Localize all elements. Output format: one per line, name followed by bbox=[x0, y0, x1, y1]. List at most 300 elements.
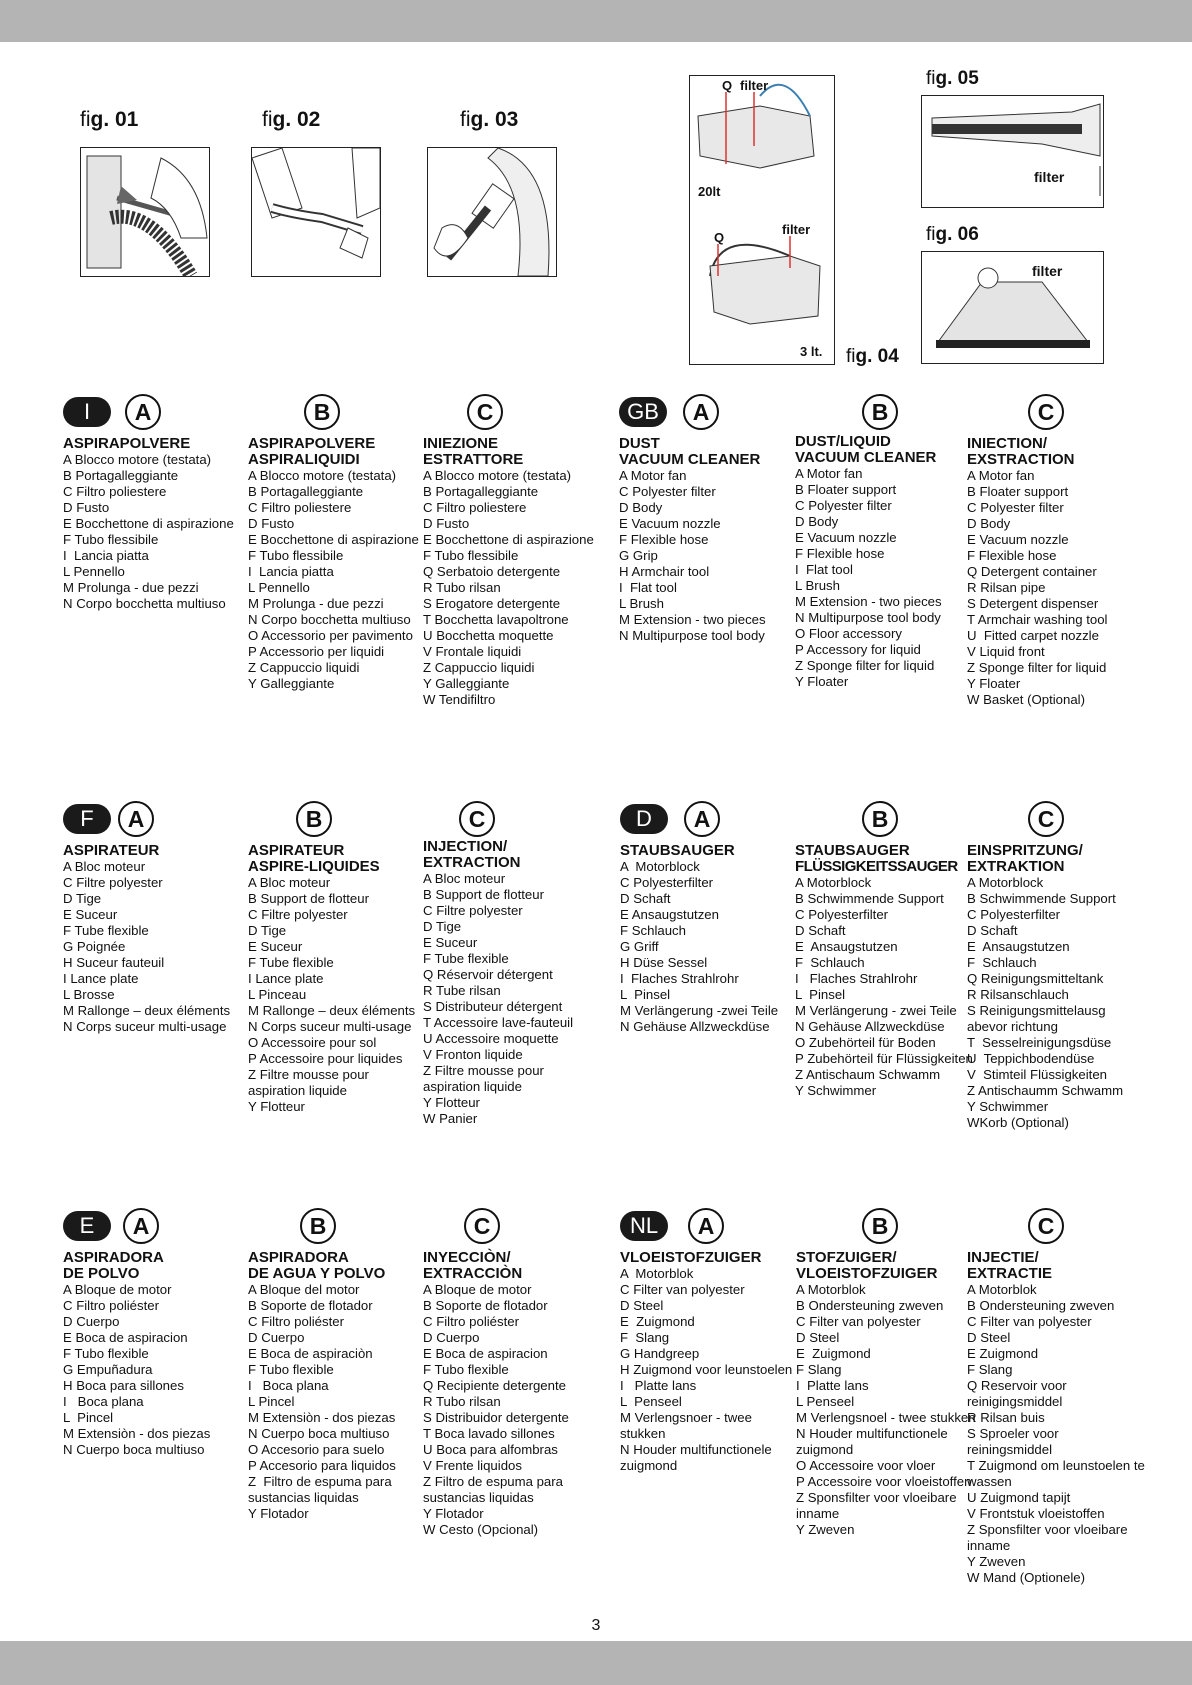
model-circle-a: A bbox=[118, 801, 154, 837]
part-item: H Armchair tool bbox=[619, 564, 710, 579]
part-item: A Blocco motore (testata) bbox=[248, 468, 397, 483]
section-de-a bbox=[620, 801, 800, 1035]
fig-05-label: fig. 05 bbox=[926, 68, 979, 89]
part-item: Z Sponge filter for liquid bbox=[967, 660, 1107, 675]
part-item: T Bocchetta lavapoltrone bbox=[423, 612, 569, 627]
part-item: C Filter van polyester bbox=[967, 1314, 1092, 1329]
part-item: L Brosse bbox=[63, 987, 115, 1002]
part-item: F Tubo flessibile bbox=[248, 548, 344, 563]
part-item: Z Sponge filter for liquid bbox=[795, 658, 935, 673]
parts-list bbox=[248, 468, 428, 692]
part-item: M Verlängerung - zwei Teile bbox=[795, 1003, 957, 1018]
part-item: A Bloque de motor bbox=[63, 1282, 172, 1297]
fig-03-label: fig. 03 bbox=[460, 108, 519, 131]
part-item: B Portagalleggiante bbox=[63, 468, 179, 483]
part-item: B Soporte de flotador bbox=[248, 1298, 373, 1313]
part-item: L Penseel bbox=[796, 1394, 855, 1409]
model-circle-b: B bbox=[304, 394, 340, 430]
bottom-gray-bar bbox=[0, 1641, 1192, 1685]
fig-04-illustration bbox=[689, 75, 835, 365]
part-item: Y Galleggiante bbox=[423, 676, 510, 691]
part-item: P Accessorio per liquidi bbox=[248, 644, 385, 659]
part-item: C Filter van polyester bbox=[796, 1314, 921, 1329]
part-item: A Motorblok bbox=[967, 1282, 1037, 1297]
fig06-filter-callout: filter bbox=[1032, 263, 1063, 279]
part-item: A Blocco motore (testata) bbox=[423, 468, 572, 483]
part-item: E Boca de aspiracion bbox=[423, 1346, 548, 1361]
section-it-a bbox=[63, 394, 243, 612]
fig04-capacity-20lt: 20lt bbox=[698, 184, 721, 199]
part-item: Y Zweven bbox=[967, 1554, 1026, 1569]
part-item: L Pinsel bbox=[795, 987, 846, 1002]
part-item: Z Antischaumm Schwamm bbox=[967, 1083, 1124, 1098]
parts-list bbox=[796, 1282, 976, 1538]
part-item: T Armchair washing tool bbox=[967, 612, 1108, 627]
part-item: S Erogatore detergente bbox=[423, 596, 561, 611]
part-item: F Schlauch bbox=[795, 955, 865, 970]
model-circle-b: B bbox=[300, 1208, 336, 1244]
section-title: ASPIRAPOLVERE bbox=[63, 435, 191, 452]
fig-02-label: fig. 02 bbox=[262, 108, 321, 131]
part-item: A Motorblock bbox=[967, 875, 1044, 890]
part-item: Y Flotteur bbox=[423, 1095, 480, 1110]
part-item: R Tube rilsan bbox=[423, 983, 501, 998]
model-circle-a: A bbox=[683, 394, 719, 430]
part-item: B Ondersteuning zweven bbox=[796, 1298, 944, 1313]
part-item: N Multipurpose tool body bbox=[619, 628, 765, 643]
part-item: T Boca lavado sillones bbox=[423, 1426, 555, 1441]
part-item: C Polyesterfilter bbox=[795, 907, 889, 922]
section-title: ASPIRADORA DE AGUA Y POLVO bbox=[248, 1249, 386, 1282]
part-item: E Zuigmond bbox=[967, 1346, 1039, 1361]
part-item: C Filtro poliéster bbox=[423, 1314, 520, 1329]
part-item: B Schwimmende Support bbox=[967, 891, 1116, 906]
part-item: C Filtro poliestere bbox=[248, 500, 352, 515]
part-item: O Accessoire pour sol bbox=[248, 1035, 377, 1050]
part-item: E Bocchettone di aspirazione bbox=[248, 532, 419, 547]
part-item: G Poignée bbox=[63, 939, 126, 954]
part-item: F Tubo flexible bbox=[63, 1346, 149, 1361]
parts-list bbox=[423, 871, 603, 1127]
parts-list bbox=[248, 1282, 428, 1522]
part-item: U Zuigmond tapijt bbox=[967, 1490, 1071, 1505]
part-item: B Portagalleggiante bbox=[248, 484, 364, 499]
part-item: C Polyester filter bbox=[795, 498, 892, 513]
part-item: A Bloc moteur bbox=[423, 871, 506, 886]
fig05-filter-callout: filter bbox=[1034, 169, 1065, 185]
part-item: M Rallonge – deux éléments bbox=[63, 1003, 231, 1018]
part-item: N Cuerpo boca multiuso bbox=[63, 1442, 205, 1457]
part-item: E Boca de aspiraciòn bbox=[248, 1346, 373, 1361]
part-item: V Frontale liquidi bbox=[423, 644, 522, 659]
part-item: G Griff bbox=[620, 939, 659, 954]
part-item: Z Cappuccio liquidi bbox=[423, 660, 535, 675]
part-item: I Boca plana bbox=[63, 1394, 144, 1409]
fig04-q-top: Q bbox=[722, 78, 733, 93]
part-item: O Accessoire voor vloer bbox=[796, 1458, 936, 1473]
part-item: L Pennello bbox=[63, 564, 125, 579]
part-item: F Tube flexible bbox=[248, 955, 334, 970]
part-item: B Support de flotteur bbox=[248, 891, 369, 906]
part-item: L Brush bbox=[619, 596, 664, 611]
fig04-filter-bottom: filter bbox=[782, 222, 811, 237]
section-fr-c bbox=[423, 801, 603, 1127]
part-item: Q Reservoir voor reinigingsmiddel bbox=[967, 1378, 1071, 1409]
part-item: M Extensiòn - dos piezas bbox=[63, 1426, 211, 1441]
part-item: F Flexible hose bbox=[619, 532, 709, 547]
parts-list bbox=[795, 875, 975, 1099]
part-item: C Polyester filter bbox=[619, 484, 716, 499]
part-item: H Düse Sessel bbox=[620, 955, 708, 970]
part-item: B Ondersteuning zweven bbox=[967, 1298, 1115, 1313]
section-title: INYECCIÒN/ EXTRACCIÒN bbox=[423, 1249, 523, 1282]
part-item: F Schlauch bbox=[967, 955, 1037, 970]
part-item: W Tendifiltro bbox=[423, 692, 496, 707]
parts-list bbox=[423, 468, 603, 708]
part-item: Q Detergent container bbox=[967, 564, 1097, 579]
part-item: F Tubo flessibile bbox=[423, 548, 519, 563]
part-item: Q Reinigungsmitteltank bbox=[967, 971, 1104, 986]
part-item: Q Recipiente detergente bbox=[423, 1378, 566, 1393]
part-item: P Accesorio para liquidos bbox=[248, 1458, 396, 1473]
model-circle-b: B bbox=[862, 394, 898, 430]
part-item: A Blocco motore (testata) bbox=[63, 452, 212, 467]
part-item: P Accessoire pour liquides bbox=[248, 1051, 403, 1066]
part-item: A Bloc moteur bbox=[248, 875, 331, 890]
part-item: E Zuigmond bbox=[796, 1346, 871, 1361]
part-item: G Empuñadura bbox=[63, 1362, 153, 1377]
parts-list bbox=[967, 1282, 1147, 1586]
parts-list bbox=[620, 1266, 800, 1474]
part-item: Y Galleggiante bbox=[248, 676, 335, 691]
fig-06-label: fig. 06 bbox=[926, 224, 979, 245]
part-item: O Accessorio per pavimento bbox=[248, 628, 413, 643]
part-item: WKorb (Optional) bbox=[967, 1115, 1069, 1130]
part-item: V Stimteil Flüssigkeiten bbox=[967, 1067, 1107, 1082]
part-item: L Pincel bbox=[63, 1410, 114, 1425]
section-fr-a bbox=[63, 801, 243, 1035]
section-nl-b bbox=[796, 1208, 976, 1538]
part-item: I Platte lans bbox=[796, 1378, 869, 1393]
part-item: N Gehäuse Allzweckdüse bbox=[795, 1019, 945, 1034]
language-badge-de: D bbox=[620, 804, 668, 834]
model-circle-a: A bbox=[684, 801, 720, 837]
part-item: I Flat tool bbox=[619, 580, 677, 595]
part-item: Y Zweven bbox=[796, 1522, 855, 1537]
section-title: STAUBSAUGER bbox=[620, 842, 735, 859]
part-item: S Reinigungsmittelausg abevor richtung bbox=[967, 1003, 1110, 1034]
section-title: INJECTION/ EXTRACTION bbox=[423, 838, 521, 871]
section-fr-b bbox=[248, 801, 428, 1115]
part-item: C Filtro poliéster bbox=[63, 1298, 160, 1313]
part-item: R Tubo rilsan bbox=[423, 1394, 501, 1409]
part-item: E Ansaugstutzen bbox=[795, 939, 898, 954]
part-item: T Zuigmond om leunstoelen te wassen bbox=[967, 1458, 1149, 1489]
part-item: D Schaft bbox=[795, 923, 846, 938]
part-item: D Schaft bbox=[967, 923, 1018, 938]
section-title: DUST/LIQUID VACUUM CLEANER bbox=[795, 433, 937, 466]
part-item: F Slang bbox=[796, 1362, 842, 1377]
part-item: T Sesselreinigungsdüse bbox=[967, 1035, 1112, 1050]
part-item: B Support de flotteur bbox=[423, 887, 544, 902]
section-es-b bbox=[248, 1208, 428, 1522]
part-item: V Fronton liquide bbox=[423, 1047, 523, 1062]
part-item: N Gehäuse Allzweckdüse bbox=[620, 1019, 770, 1034]
part-item: I Lance plate bbox=[248, 971, 324, 986]
part-item: D Tige bbox=[248, 923, 287, 938]
part-item: O Accesorio para suelo bbox=[248, 1442, 385, 1457]
part-item: Y Flotador bbox=[248, 1506, 309, 1521]
part-item: D Body bbox=[795, 514, 839, 529]
fig-01-illustration bbox=[80, 147, 210, 277]
section-title: INIECTION/ EXSTRACTION bbox=[967, 435, 1075, 468]
part-item: D Body bbox=[619, 500, 663, 515]
part-item: M Extension - two pieces bbox=[619, 612, 766, 627]
section-gb-c bbox=[967, 394, 1147, 708]
section-title: ASPIRADORA DE POLVO bbox=[63, 1249, 164, 1282]
section-title: INIEZIONE ESTRATTORE bbox=[423, 435, 524, 468]
model-circle-a: A bbox=[123, 1208, 159, 1244]
part-item: Y Schwimmer bbox=[795, 1083, 877, 1098]
part-item: O Floor accessory bbox=[795, 626, 902, 641]
part-item: E Suceur bbox=[248, 939, 303, 954]
part-item: Q Serbatoio detergente bbox=[423, 564, 561, 579]
language-badge-it: I bbox=[63, 397, 111, 427]
part-item: A Motorblock bbox=[795, 875, 872, 890]
part-item: W Panier bbox=[423, 1111, 478, 1126]
fig-06-illustration bbox=[921, 251, 1104, 364]
part-item: Z Filtro de espuma para sustancias liquidas bbox=[248, 1474, 396, 1505]
part-item: C Filtre polyester bbox=[248, 907, 348, 922]
parts-list bbox=[967, 468, 1147, 708]
parts-list bbox=[619, 468, 799, 644]
part-item: M Extension - two pieces bbox=[795, 594, 942, 609]
model-circle-b: B bbox=[296, 801, 332, 837]
fig-03-illustration bbox=[427, 147, 557, 277]
part-item: A Motor fan bbox=[619, 468, 687, 483]
part-item: M Extensiòn - dos piezas bbox=[248, 1410, 396, 1425]
language-badge-es: E bbox=[63, 1211, 111, 1241]
part-item: I Boca plana bbox=[248, 1378, 329, 1393]
section-gb-a bbox=[619, 394, 799, 644]
part-item: U Boca para alfombras bbox=[423, 1442, 558, 1457]
part-item: B Floater support bbox=[795, 482, 897, 497]
part-item: L Pincel bbox=[248, 1394, 295, 1409]
language-badge-nl: NL bbox=[620, 1211, 668, 1241]
parts-list bbox=[63, 859, 243, 1035]
section-es-a bbox=[63, 1208, 243, 1458]
part-item: I Lancia piatta bbox=[248, 564, 334, 579]
language-badge-gb: GB bbox=[619, 397, 667, 427]
section-title: INJECTIE/ EXTRACTIE bbox=[967, 1249, 1053, 1282]
part-item: F Tube flexible bbox=[423, 951, 509, 966]
part-item: B Floater support bbox=[967, 484, 1069, 499]
part-item: H Zuigmond voor leunstoelen bbox=[620, 1362, 793, 1377]
fig-01-label: fig. 01 bbox=[80, 108, 139, 131]
part-item: A Motorblock bbox=[620, 859, 700, 874]
part-item: A Motor fan bbox=[967, 468, 1035, 483]
part-item: N Corps suceur multi-usage bbox=[63, 1019, 227, 1034]
part-item: D Cuerpo bbox=[423, 1330, 480, 1345]
part-item: E Bocchettone di aspirazione bbox=[63, 516, 234, 531]
fig-05-illustration bbox=[921, 95, 1104, 208]
fig04-q-bottom: Q bbox=[714, 230, 725, 245]
part-item: I Flaches Strahlrohr bbox=[795, 971, 918, 986]
model-circle-a: A bbox=[688, 1208, 724, 1244]
part-item: Y Floater bbox=[795, 674, 849, 689]
model-circle-c: C bbox=[1028, 394, 1064, 430]
part-item: Z Cappuccio liquidi bbox=[248, 660, 360, 675]
part-item: C Polyesterfilter bbox=[620, 875, 714, 890]
part-item: C Filtre polyester bbox=[423, 903, 523, 918]
section-title: EINSPRITZUNG/ EXTRAKTION bbox=[967, 842, 1083, 875]
part-item: Z Filtro de espuma para sustancias liquidas bbox=[423, 1474, 567, 1505]
parts-list bbox=[63, 452, 243, 612]
fig04-capacity-3lt: 3 lt. bbox=[800, 344, 823, 359]
part-item: R Rilsan pipe bbox=[967, 580, 1046, 595]
part-item: E Ansaugstutzen bbox=[620, 907, 719, 922]
part-item: M Verlängerung -zwei Teile bbox=[620, 1003, 779, 1018]
part-item: N Corpo bocchetta multiuso bbox=[248, 612, 411, 627]
part-item: U Bocchetta moquette bbox=[423, 628, 554, 643]
model-circle-b: B bbox=[862, 1208, 898, 1244]
section-title: DUST VACUUM CLEANER bbox=[619, 435, 761, 468]
part-item: R Rilsanschlauch bbox=[967, 987, 1069, 1002]
part-item: Z Antischaum Schwamm bbox=[795, 1067, 941, 1082]
part-item: Y Flotteur bbox=[248, 1099, 305, 1114]
part-item: D Body bbox=[967, 516, 1011, 531]
section-title: VLOEISTOFZUIGER bbox=[620, 1249, 762, 1266]
part-item: R Tubo rilsan bbox=[423, 580, 501, 595]
part-item: S Detergent dispenser bbox=[967, 596, 1099, 611]
section-title: ASPIRATEUR bbox=[63, 842, 160, 859]
part-item: F Flexible hose bbox=[967, 548, 1057, 563]
part-item: E Boca de aspiracion bbox=[63, 1330, 188, 1345]
part-item: O Zubehörteil für Boden bbox=[795, 1035, 936, 1050]
model-circle-a: A bbox=[125, 394, 161, 430]
part-item: B Portagalleggiante bbox=[423, 484, 539, 499]
part-item: M Prolunga - due pezzi bbox=[248, 596, 384, 611]
model-circle-b: B bbox=[862, 801, 898, 837]
part-item: C Polyesterfilter bbox=[967, 907, 1061, 922]
part-item: D Fusto bbox=[423, 516, 470, 531]
model-circle-c: C bbox=[464, 1208, 500, 1244]
part-item: A Bloque del motor bbox=[248, 1282, 360, 1297]
part-item: I Flaches Strahlrohr bbox=[620, 971, 739, 986]
part-item: V Frente liquidos bbox=[423, 1458, 522, 1473]
part-item: C Filtro poliestere bbox=[63, 484, 167, 499]
part-item: I Flat tool bbox=[795, 562, 853, 577]
top-gray-bar bbox=[0, 0, 1192, 42]
part-item: D Cuerpo bbox=[63, 1314, 120, 1329]
part-item: F Schlauch bbox=[620, 923, 686, 938]
part-item: A Bloque de motor bbox=[423, 1282, 532, 1297]
part-item: S Distribuidor detergente bbox=[423, 1410, 569, 1425]
part-item: Q Réservoir détergent bbox=[423, 967, 553, 982]
part-item: C Filtre polyester bbox=[63, 875, 163, 890]
part-item: E Vacuum nozzle bbox=[795, 530, 897, 545]
part-item: N Corps suceur multi-usage bbox=[248, 1019, 412, 1034]
part-item: E Bocchettone di aspirazione bbox=[423, 532, 594, 547]
part-item: A Motorblok bbox=[796, 1282, 866, 1297]
part-item: F Tube flexible bbox=[63, 923, 149, 938]
section-es-c bbox=[423, 1208, 603, 1538]
part-item: U Teppichbodendüse bbox=[967, 1051, 1095, 1066]
part-item: Y Schwimmer bbox=[967, 1099, 1049, 1114]
part-item: C Polyester filter bbox=[967, 500, 1064, 515]
parts-list bbox=[63, 1282, 243, 1458]
part-item: D Fusto bbox=[248, 516, 295, 531]
part-item: A Bloc moteur bbox=[63, 859, 146, 874]
part-item: M Verlengsnoer - twee stukken bbox=[620, 1410, 756, 1441]
part-item: L Pennello bbox=[248, 580, 310, 595]
part-item: T Accessoire lave-fauteuil bbox=[423, 1015, 574, 1030]
part-item: Y Floater bbox=[967, 676, 1021, 691]
section-title: STAUBSAUGER FLÜSSIGKEITSSAUGER bbox=[795, 842, 958, 875]
part-item: L Brush bbox=[795, 578, 840, 593]
part-item: D Steel bbox=[620, 1298, 664, 1313]
part-item: B Soporte de flotador bbox=[423, 1298, 548, 1313]
part-item: S Sproeler voor reiningsmiddel bbox=[967, 1426, 1063, 1457]
part-item: N Cuerpo boca multiuso bbox=[248, 1426, 390, 1441]
part-item: D Tige bbox=[63, 891, 102, 906]
part-item: R Rilsan buis bbox=[967, 1410, 1045, 1425]
part-item: M Verlengsnoel - twee stukken bbox=[796, 1410, 976, 1425]
part-item: E Suceur bbox=[423, 935, 478, 950]
part-item: A Motor fan bbox=[795, 466, 863, 481]
part-item: G Grip bbox=[619, 548, 658, 563]
section-title: ASPIRAPOLVERE ASPIRALIQUIDI bbox=[248, 435, 376, 468]
model-circle-c: C bbox=[1028, 1208, 1064, 1244]
part-item: H Suceur fauteuil bbox=[63, 955, 165, 970]
part-item: L Pinceau bbox=[248, 987, 307, 1002]
part-item: W Mand (Optionele) bbox=[967, 1570, 1085, 1585]
section-nl-a bbox=[620, 1208, 800, 1474]
part-item: Z Sponsfilter voor vloeibare inname bbox=[967, 1522, 1132, 1553]
part-item: F Flexible hose bbox=[795, 546, 885, 561]
part-item: C Filtro poliestere bbox=[423, 500, 527, 515]
part-item: L Penseel bbox=[620, 1394, 682, 1409]
part-item: F Tubo flexible bbox=[423, 1362, 509, 1377]
parts-list bbox=[620, 859, 800, 1035]
part-item: N Houder multifunctionele zuigmond bbox=[796, 1426, 952, 1457]
part-item: P Accessory for liquid bbox=[795, 642, 921, 657]
part-item: V Liquid front bbox=[967, 644, 1045, 659]
part-item: P Accessoire voor vloeistoffen bbox=[796, 1474, 972, 1489]
part-item: F Slang bbox=[620, 1330, 670, 1345]
part-item: D Cuerpo bbox=[248, 1330, 305, 1345]
section-de-b bbox=[795, 801, 975, 1099]
section-de-c bbox=[967, 801, 1147, 1131]
section-title: ASPIRATEUR ASPIRE-LIQUIDES bbox=[248, 842, 380, 875]
part-item: C Filter van polyester bbox=[620, 1282, 745, 1297]
part-item: I Platte lans bbox=[620, 1378, 697, 1393]
part-item: Z Sponsfilter voor vloeibare inname bbox=[796, 1490, 961, 1521]
language-badge-fr: F bbox=[63, 804, 111, 834]
part-item: D Steel bbox=[967, 1330, 1011, 1345]
parts-list bbox=[248, 875, 428, 1115]
model-circle-c: C bbox=[467, 394, 503, 430]
parts-list bbox=[795, 466, 975, 690]
part-item: Z Filtre mousse pour aspiration liquide bbox=[423, 1063, 548, 1094]
part-item: D Schaft bbox=[620, 891, 671, 906]
part-item: E Vacuum nozzle bbox=[619, 516, 721, 531]
part-item: E Vacuum nozzle bbox=[967, 532, 1069, 547]
parts-list bbox=[423, 1282, 603, 1538]
part-item: G Handgreep bbox=[620, 1346, 700, 1361]
part-item: S Distributeur détergent bbox=[423, 999, 563, 1014]
page-number: 3 bbox=[591, 1617, 601, 1634]
